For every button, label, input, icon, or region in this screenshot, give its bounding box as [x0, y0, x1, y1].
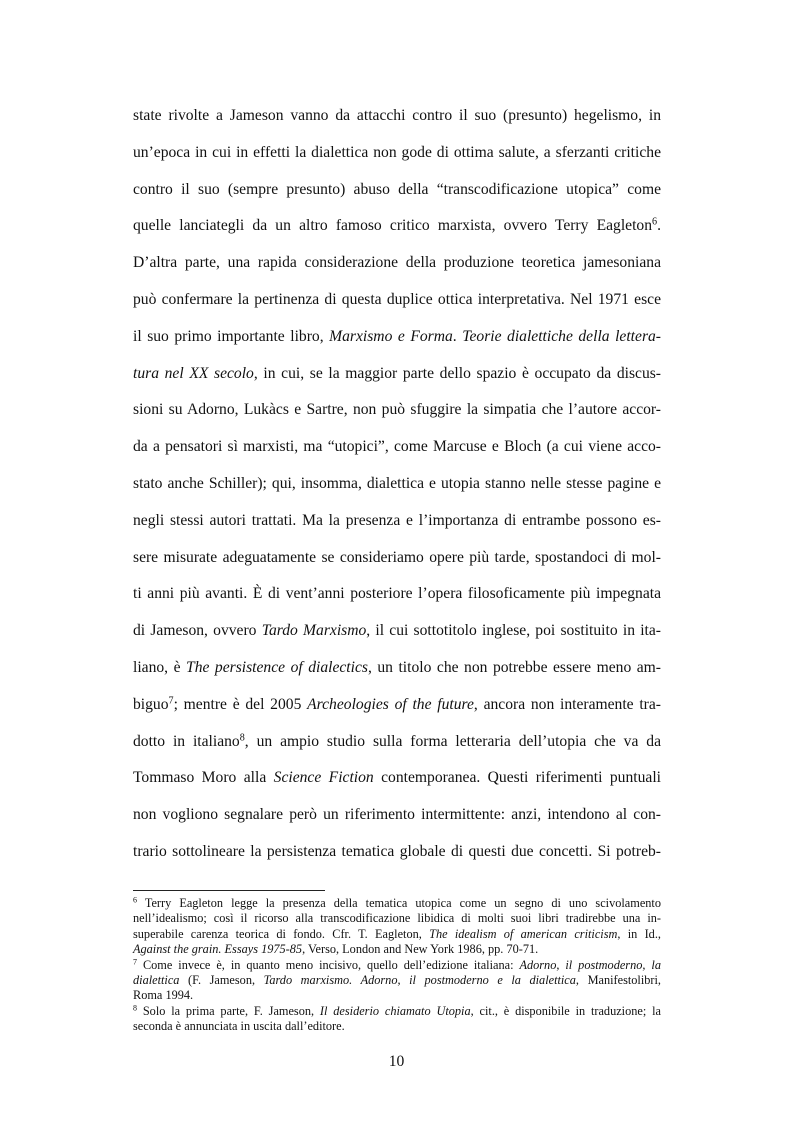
footnote-line: [133, 958, 661, 973]
text-run: .: [657, 217, 661, 235]
text-run: Tommaso Moro alla: [133, 769, 274, 787]
text-run: sere misurate adeguatamente se consideriamo opere più tarde, spostandoci di mol-: [133, 548, 661, 566]
footnote-separator: [133, 890, 325, 891]
footnote-line: [133, 942, 661, 957]
text-run: stato anche Schiller); qui, insomma, dialettica e utopia stanno nelle stesse pagine e: [133, 474, 661, 492]
body-line: [133, 392, 661, 429]
text-run: nell’idealismo; così il ricorso alla transcodificazione libidica di molti suoi libri tradirebbe una in-: [133, 911, 661, 926]
italic-title: tura nel XX secolo: [133, 364, 254, 382]
main-text: [133, 98, 661, 871]
body-line: [133, 724, 661, 761]
italic-title: dialettica: [133, 972, 180, 987]
italic-title: Marxismo e Forma: [329, 327, 453, 345]
body-line: [133, 613, 661, 650]
text-run: D’altra parte, una rapida considerazione della produzione teoretica jamesoniana: [133, 254, 661, 272]
text-run: .: [452, 327, 463, 345]
italic-title: Teorie dialettiche della lettera-: [462, 327, 661, 345]
text-run: Solo la prima parte, F. Jameson,: [137, 1003, 320, 1018]
footnote-line: [133, 1019, 661, 1034]
text-run: , in cui, se la maggior parte dello spazio è occupato da discus-: [253, 364, 661, 382]
text-run: , Manifestolibri,: [575, 972, 661, 987]
text-run: , un titolo che non potrebbe essere meno am-: [367, 658, 662, 676]
text-run: da a pensatori sì marxisti, ma “utopici”, come Marcuse e Bloch (a cui viene acco-: [133, 438, 661, 456]
italic-title: Against the grain. Essays 1975-85: [133, 942, 303, 957]
footnote-line: [133, 927, 661, 942]
footnote-reference: 6: [652, 216, 658, 228]
text-run: , Verso, London and New York 1986, pp. 70-71.: [302, 942, 539, 957]
footnote-reference: 7: [133, 957, 137, 967]
text-run: , in Id.,: [617, 926, 661, 941]
text-run: Terry Eagleton legge la presenza della tematica utopica come un segno di uno scivolamento: [137, 896, 661, 910]
footnote-line: [133, 896, 661, 911]
text-run: un’epoca in cui in effetti la dialettica non gode di ottima salute, a sferzanti critiche: [133, 143, 661, 161]
italic-title: Science Fiction: [273, 769, 374, 787]
body-line: [133, 834, 661, 871]
text-run: sioni su Adorno, Lukàcs e Sartre, non può sfuggire la simpatia che l’autore accor-: [133, 401, 661, 419]
body-line: [133, 356, 661, 393]
text-run: , ancora non interamente tra-: [473, 695, 661, 713]
body-line: [133, 540, 661, 577]
body-line: [133, 319, 661, 356]
body-line: [133, 503, 661, 540]
text-run: liano, è: [133, 658, 187, 676]
text-run: contro il suo (sempre presunto) abuso della “transcodificazione utopica” come: [133, 180, 661, 198]
body-line: [133, 760, 661, 797]
footnote-reference: 7: [168, 695, 174, 707]
text-run: ti anni più avanti. È di vent’anni posteriore l’opera filosoficamente più impegnata: [133, 585, 661, 603]
italic-title: Tardo Marxismo: [261, 622, 367, 640]
body-line: [133, 650, 661, 687]
footnote-reference: 8: [133, 1003, 137, 1013]
italic-title: Adorno, il postmoderno, la: [519, 957, 661, 972]
text-run: non vogliono segnalare però un riferimento intermittente: anzi, intendono al con-: [133, 806, 661, 824]
body-line: [133, 172, 661, 209]
body-line: [133, 797, 661, 834]
text-run: trario sottolineare la persistenza tematica globale di questi due concetti. Si potreb-: [133, 842, 661, 860]
footnote-reference: 8: [239, 731, 245, 743]
footnote-line: [133, 973, 661, 988]
text-run: contemporanea. Questi riferimenti puntuali: [373, 769, 661, 787]
text-run: negli stessi autori trattati. Ma la presenza e l’importanza di entrambe possono es-: [133, 511, 661, 529]
text-run: Come invece è, in quanto meno incisivo, quello dell’edizione italiana:: [137, 957, 520, 972]
text-run: ; mentre è del 2005: [173, 695, 308, 713]
text-run: , cit., è disponibile in traduzione; la: [470, 1003, 661, 1018]
body-line: [133, 208, 661, 245]
body-line: [133, 135, 661, 172]
footnote-line: [133, 1004, 661, 1019]
text-run: superabile carenza teorica di fondo. Cfr. T. Eagleton,: [133, 926, 430, 941]
footnote-line: [133, 988, 661, 1003]
italic-title: Tardo marxismo. Adorno, il postmoderno e la dialettica: [263, 972, 576, 987]
footnote-reference: 6: [133, 895, 137, 905]
body-line: [133, 98, 661, 135]
footnotes: [133, 896, 661, 1035]
text-run: , un ampio studio sulla forma letteraria dell’utopia che va da: [244, 732, 661, 750]
text-run: Roma 1994.: [133, 988, 194, 1003]
text-run: biguo: [133, 695, 169, 713]
body-line: [133, 429, 661, 466]
text-run: il suo primo importante libro,: [133, 327, 330, 345]
text-run: state rivolte a Jameson vanno da attacchi contro il suo (presunto) hegelismo, in: [133, 107, 661, 124]
text-run: dotto in italiano: [133, 732, 240, 750]
body-line: [133, 466, 661, 503]
text-run: quelle lanciategli da un altro famoso critico marxista, ovvero Terry Eagleton: [133, 217, 653, 235]
italic-title: Archeologies of the future: [307, 695, 474, 713]
text-run: di Jameson, ovvero: [133, 622, 262, 640]
body-line: [133, 282, 661, 319]
body-line: [133, 687, 661, 724]
text-run: (F. Jameson,: [179, 972, 264, 987]
italic-title: The idealism of american criticism: [429, 926, 618, 941]
body-line: [133, 245, 661, 282]
italic-title: Il desiderio chiamato Utopia: [319, 1003, 471, 1018]
page-number: 10: [388, 1053, 405, 1070]
text-run: seconda è annunciata in uscita dall’editore.: [133, 1019, 345, 1034]
text-run: , il cui sottotitolo inglese, poi sostituito in ita-: [366, 622, 661, 640]
italic-title: The persistence of dialectics: [186, 658, 368, 676]
text-run: può confermare la pertinenza di questa duplice ottica interpretativa. Nel 1971 esce: [133, 290, 661, 308]
footnote-line: [133, 911, 661, 926]
body-line: [133, 576, 661, 613]
